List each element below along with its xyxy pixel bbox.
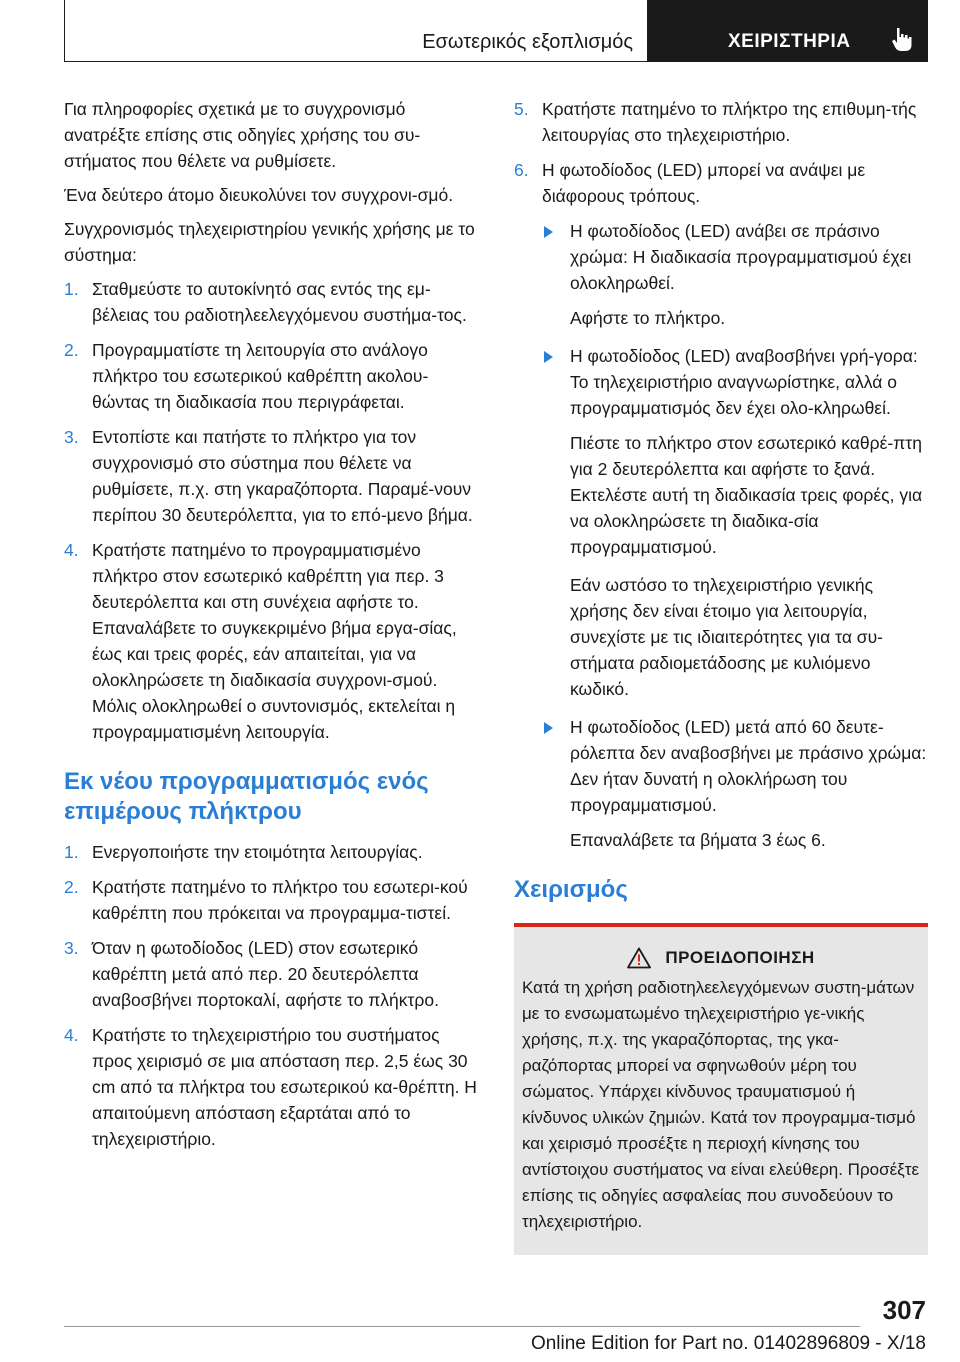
step-number: 6. [514,160,529,180]
hand-pointer-icon [890,26,914,52]
warning-text: Κατά τη χρήση ραδιοτηλεελεγχόμενων συστη-μάτων με το ενσωματωμένο τηλεχειριστήριο γε-νικής χρήσης, π.χ. της γκαραζόπορτας, της γκα-ραζόπορτας μπορεί να σφηνωθούν μέρη του σώματος. Υπάρχει κίνδυνος τραυματισμού ή κίνδυνος υλικών ζημιών. Κατά τον προγραμμα-τισμό και χειρισμό προσέξτε η περιοχή κίνησης του αντίστοιχου συστήματος να είναι ελεύθερη. Προσέξτε επίσης τις οδηγίες ασφαλείας που συνοδεύουν το τηλεχειριστήριο. [522,978,920,1231]
intro-paragraph: Ένα δεύτερο άτομο διευκολύνει τον συγχρονι-σμό. [64,185,454,205]
result-instruction: Εάν ωστόσο το τηλεχειριστήριο γενικής χρήσης δεν είναι έτοιμο για λειτουργία, συνεχίστε με τις ιδιαιτερότητες για τα συ-στήματα ραδιομετάδοσης με κυλιόμενο κωδικό. [570,575,884,699]
intro-paragraph: Για πληροφορίες σχετικά με το συγχρονισμό ανατρέξτε επίσης στις οδηγίες χρήσης του συ-στήματος που θέλετε να ρυθμίσετε. [64,99,421,171]
step-text: Εντοπίστε και πατήστε το πλήκτρο για τον συγχρονισμό στο σύστημα που θέλετε να ρυθμίσετε, π.χ. στη γκαραζόπορτα. Παραμέ-νουν περίπου 30 δευτερόλεπτα, για το επό-μενο βήμα. [92,427,473,525]
result-text: Η φωτοδίοδος (LED) μετά από 60 δευτε-ρόλεπτα δεν αναβοσβήνει με πράσινο χρώμα: Δεν ήταν δυνατή η ολοκλήρωση του προγραμματισμού. [570,717,927,815]
result-instruction: Πιέστε το πλήκτρο στον εσωτερικό καθρέ-πτη για 2 δευτερόλεπτα και αφήστε το ξανά. Εκτελέστε αυτή τη διαδικασία τρεις φορές, για να ολοκληρώσετε τη διαδικα-σία προγραμματισμού. [570,433,923,557]
warning-triangle-icon [627,947,651,969]
left-column [64,96,478,1161]
step-number: 5. [514,99,529,119]
result-item [514,714,928,818]
warning-box [514,923,928,1255]
step-text: Κρατήστε πατημένο το πλήκτρο της επιθυμη-τής λειτουργίας στο τηλεχειριστήριο. [542,99,917,145]
right-column [514,96,928,1255]
intro-paragraph: Συγχρονισμός τηλεχειριστηρίου γενικής χρήσης με το σύστημα: [64,219,475,265]
step-item [64,935,478,1013]
step-text: Σταθμεύστε το αυτοκίνητό σας εντός της εμ-βέλειας του ραδιοτηλεελεγχόμενου συστήμα-τος. [92,279,467,325]
step-number: 3. [64,427,79,447]
section-heading-operation: Χειρισμός [514,876,628,903]
step-item [64,537,478,745]
page-number: 307 [882,1295,926,1325]
step-number: 1. [64,842,79,862]
footer-edition: Online Edition for Part no. 01402896809 - X/18 [530,1333,926,1354]
step-text: Κρατήστε πατημένο το προγραμματισμένο πλήκτρο στον εσωτερικό καθρέπτη για περ. 3 δευτερόλεπτα και στη συνέχεια αφήστε το. Επαναλάβετε το συγκεκριμένο βήμα εργα-σίας, έως και τρεις φορές, εάν απαιτείται, για να ολοκληρώσετε τη διαδικασία συγχρονι-σμού. Μόλις ολοκληρωθεί ο συντονισμός, εκτελείται η προγραμματισμένη λειτουργία. [92,540,457,742]
triangle-bullet-icon [544,722,553,734]
step-number: 2. [64,877,79,897]
triangle-bullet-icon [544,226,553,238]
step-number: 4. [64,1025,79,1045]
triangle-bullet-icon [544,351,553,363]
step-item [64,424,478,528]
step-item [514,157,928,209]
step-item [64,337,478,415]
step-number: 3. [64,938,79,958]
result-text: Η φωτοδίοδος (LED) αναβοσβήνει γρή-γορα: Το τηλεχειριστήριο αναγνωρίστηκε, αλλά ο προγραμματισμός δεν έχει ολο-κληρωθεί. [570,346,918,418]
result-instruction: Επαναλάβετε τα βήματα 3 έως 6. [570,830,826,850]
header-chapter-label: ΧΕΙΡΙΣΤΗΡΙΑ [728,31,851,52]
step-text: Όταν η φωτοδίοδος (LED) στον εσωτερικό καθρέπτη μετά από περ. 20 δευτερόλεπτα αναβοσβήνει πορτοκαλί, αφήστε το πλήκτρο. [92,938,439,1010]
step-text: Προγραμματίστε τη λειτουργία στο ανάλογο πλήκτρο του εσωτερικού καθρέπτη ακολου-θώντας τη διαδικασία που περιγράφεται. [92,340,429,412]
step-number: 2. [64,340,79,360]
step-text: Κρατήστε το τηλεχειριστήριο του συστήματος προς χειρισμό σε μια απόσταση περ. 2,5 έως 30 cm από τα πλήκτρα του εσωτερικού κα-θρέπτη. Η απαιτούμενη απόσταση εξαρτάται από το τηλεχειριστήριο. [92,1025,477,1149]
result-text: Η φωτοδίοδος (LED) ανάβει σε πράσινο χρώμα: Η διαδικασία προγραμματισμού έχει ολοκληρωθεί. [570,221,912,293]
step-item [64,1022,478,1152]
step-text: Η φωτοδίοδος (LED) μπορεί να ανάψει με διάφορους τρόπους. [542,160,866,206]
step-item [64,276,478,328]
step-item [64,839,478,865]
section-heading-reprogram: Εκ νέου προγραμματισμός ενός επιμέρους πλήκτρου [64,768,429,825]
footer-divider [64,1326,860,1327]
header-section-title: Εσωτερικός εξοπλισμός [64,0,648,62]
warning-title-text: ΠΡΟΕΙΔΟΠΟΙΗΣΗ [665,948,815,967]
step-item [514,96,928,148]
step-number: 4. [64,540,79,560]
step-text: Κρατήστε πατημένο το πλήκτρο του εσωτερι-κού καθρέπτη που πρόκειται να προγραμμα-τιστεί. [92,877,468,923]
page-header [64,0,928,65]
step-text: Ενεργοποιήστε την ετοιμότητα λειτουργίας. [92,842,423,862]
step-number: 1. [64,279,79,299]
step-item [64,874,478,926]
warning-title [522,945,920,971]
result-item [514,218,928,296]
result-instruction: Αφήστε το πλήκτρο. [570,308,726,328]
header-chapter-tab [648,0,928,62]
result-item [514,343,928,421]
